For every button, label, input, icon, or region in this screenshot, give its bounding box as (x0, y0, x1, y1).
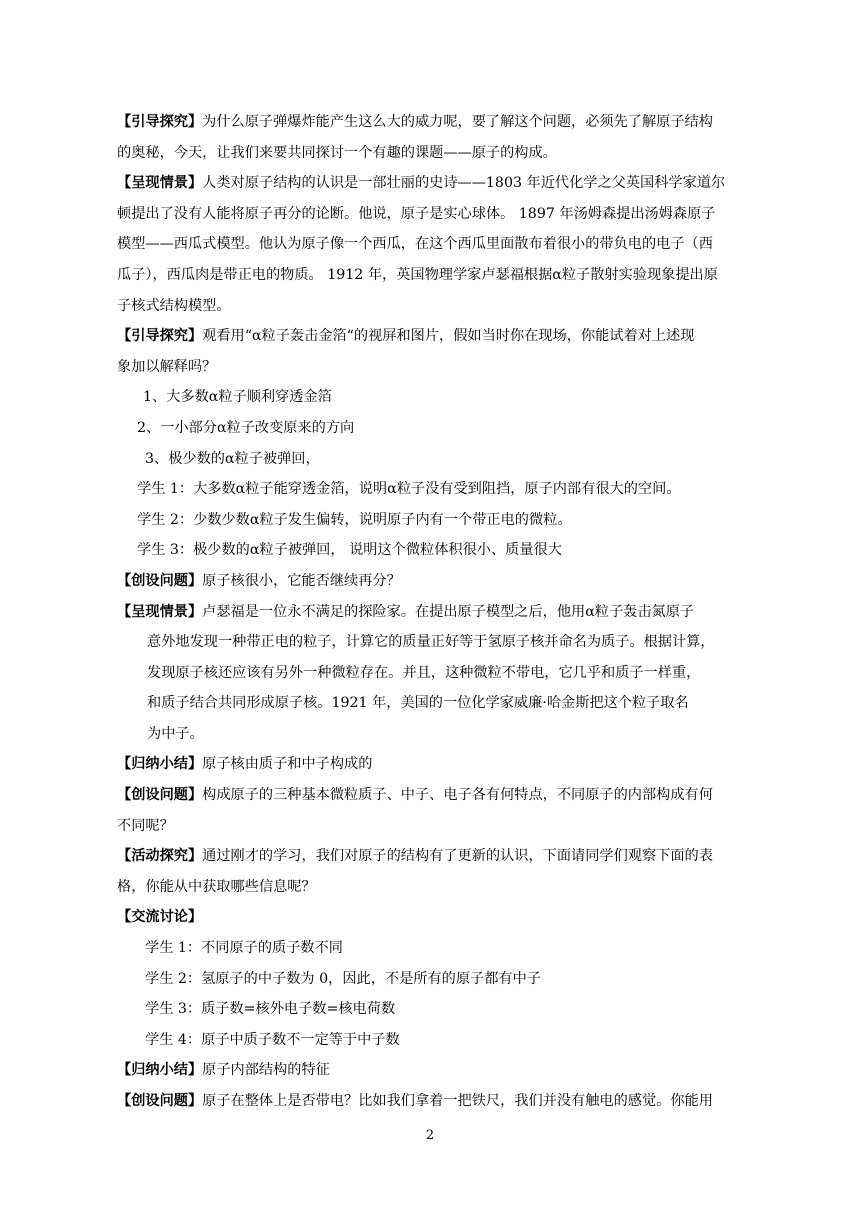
paragraph-line (117, 688, 751, 719)
line-text: 学生 2：氢原子的中子数为 0，因此，不是所有的原子都有中子 (145, 970, 541, 987)
section-tag: 【活动探究】 (117, 848, 203, 865)
line-text: 模型——西瓜式模型。他认为原子像一个西瓜，在这个西瓜里面散布着很小的带负电的电子（西 (117, 236, 713, 253)
student-answer (117, 505, 751, 536)
line-text: 学生 4：原子中质子数不一定等于中子数 (145, 1031, 400, 1048)
student-answer (117, 994, 751, 1025)
student-answer (117, 474, 751, 505)
line-text: 学生 1：不同原子的质子数不同 (145, 940, 343, 957)
page-number: 2 (425, 1128, 435, 1143)
line-text: 子核式结构模型。 (117, 297, 231, 314)
list-item (117, 413, 751, 444)
paragraph-line (117, 872, 751, 903)
line-text: 观看用“α粒子轰击金箔“的视屏和图片，假如当时你在现场，你能试着对上述现 (202, 328, 695, 345)
line-text: 1、大多数α粒子顺利穿透金箔 (143, 389, 332, 406)
document-body (117, 107, 751, 1117)
line-text: 原子核很小，它能否继续再分？ (202, 572, 401, 589)
paragraph-line (117, 229, 751, 260)
line-text: 顿提出了没有人能将原子再分的论断。他说，原子是实心球体。 1897 年汤姆森提出汤姆森原子 (117, 205, 716, 222)
paragraph-line (117, 199, 751, 230)
line-text: 学生 3：质子数=核外电子数=核电荷数 (145, 1001, 396, 1018)
paragraph-line (117, 260, 751, 291)
student-answer (117, 964, 751, 995)
paragraph-line (117, 138, 751, 169)
line-text: 为什么原子弹爆炸能产生这么大的威力呢，要了解这个问题，必须先了解原子结构 (202, 114, 713, 130)
paragraph-line (117, 749, 751, 780)
section-tag: 【呈现情景】 (117, 603, 203, 620)
paragraph-line (117, 902, 751, 933)
section-tag: 【创设问题】 (117, 787, 203, 804)
paragraph-line (117, 291, 751, 322)
section-tag: 【引导探究】 (117, 114, 203, 130)
paragraph-line (117, 1055, 751, 1086)
line-text: 象加以解释吗？ (117, 358, 217, 375)
paragraph-line (117, 321, 751, 352)
paragraph-line (117, 658, 751, 689)
line-text: 构成原子的三种基本微粒质子、中子、电子各有何特点，不同原子的内部构成有何 (202, 787, 713, 804)
section-tag: 【创设问题】 (117, 1093, 203, 1109)
line-text: 和质子结合共同形成原子核。1921 年，美国的一位化学家威廉·哈金斯把这个粒子取名 (147, 695, 689, 712)
list-item (117, 444, 751, 475)
line-text: 学生 1：大多数α粒子能穿透金箔，说明α粒子没有受到阻挡，原子内部有很大的空间。 (137, 481, 681, 498)
paragraph-line (117, 352, 751, 383)
section-tag: 【创设问题】 (117, 572, 203, 589)
section-tag: 【引导探究】 (117, 328, 203, 345)
line-text: 瓜子），西瓜肉是带正电的物质。 1912 年，英国物理学家卢瑟福根据α粒子散射实验现象提出原 (117, 266, 718, 283)
line-text: 学生 2：少数少数α粒子发生偏转，说明原子内有一个带正电的微粒。 (137, 511, 572, 528)
paragraph-line (117, 811, 751, 842)
section-tag: 【归纳小结】 (117, 1062, 203, 1079)
line-text: 格，你能从中获取哪些信息呢？ (117, 878, 316, 895)
line-text: 人类对原子结构的认识是一部壮丽的史诗——1803 年近代化学之父英国科学家道尔 (202, 175, 726, 192)
line-text: 意外地发现一种带正电的粒子，计算它的质量正好等于氢原子核并命名为质子。根据计算， (147, 634, 715, 651)
line-text: 学生 3：极少数的α粒子被弹回， 说明这个微粒体积很小、质量很大 (137, 542, 562, 559)
line-text: 的奥秘，今天，让我们来要共同探讨一个有趣的课题——原子的构成。 (117, 144, 557, 161)
line-text: 3、极少数的α粒子被弹回， (145, 450, 320, 467)
paragraph-line (117, 1086, 751, 1117)
line-text: 发现原子核还应该有另外一种微粒存在。并且，这种微粒不带电，它几乎和质子一样重， (147, 664, 701, 681)
paragraph-line (117, 719, 751, 750)
line-text: 为中子。 (147, 725, 204, 742)
line-text: 原子在整体上是否带电？比如我们拿着一把铁尺，我们并没有触电的感觉。你能用 (202, 1093, 713, 1109)
line-text: 通过刚才的学习，我们对原子的结构有了更新的认识，下面请同学们观察下面的表 (202, 848, 713, 865)
section-tag: 【归纳小结】 (117, 756, 203, 773)
paragraph-line (117, 566, 751, 597)
student-answer (117, 933, 751, 964)
list-item (117, 382, 751, 413)
section-tag: 【呈现情景】 (117, 175, 203, 192)
paragraph-line (117, 780, 751, 811)
line-text: 不同呢？ (117, 817, 174, 834)
paragraph-line (117, 107, 751, 138)
paragraph-line (117, 597, 751, 628)
paragraph-line (117, 841, 751, 872)
student-answer (117, 1025, 751, 1056)
paragraph-line (117, 168, 751, 199)
section-tag: 【交流讨论】 (117, 909, 203, 926)
line-text: 原子内部结构的特征 (202, 1062, 330, 1079)
paragraph-line (117, 627, 751, 658)
line-text: 卢瑟福是一位永不满足的探险家。在提出原子模型之后，他用α粒子轰击氮原子 (202, 603, 695, 620)
student-answer (117, 535, 751, 566)
line-text: 2、一小部分α粒子改变原来的方向 (137, 419, 355, 436)
line-text: 原子核由质子和中子构成的 (202, 756, 373, 773)
